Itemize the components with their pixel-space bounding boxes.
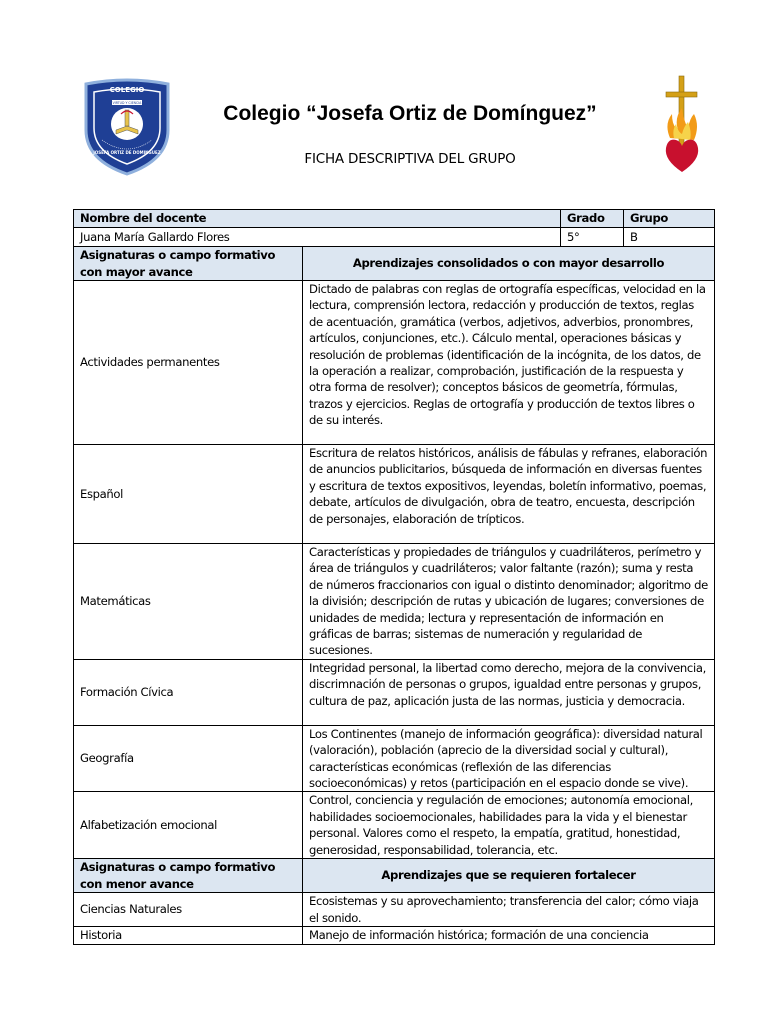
group-description-table (73, 209, 715, 945)
subject-cell: Formación Cívica (74, 659, 303, 725)
advanced-subject-header: Asignaturas o campo formativo con mayor avance (74, 247, 303, 281)
teacher-name: Juana María Gallardo Flores (74, 228, 561, 247)
subject-cell: Geografía (74, 725, 303, 792)
logo-arc-text: JOSEFA ORTIZ DE DOMINGUEZ (93, 150, 161, 155)
learning-cell: Control, conciencia y regulación de emociones; autonomía emocional, habilidades socioemocionales, habilidades para la vida y el bienestar personal. Valores como el respeto, la empatía, gratitud, honestidad, generosidad, responsabilidad, tolerancia, etc. (303, 792, 715, 859)
group-header: Grupo (624, 210, 715, 228)
document-title: FICHA DESCRIPTIVA DEL GRUPO (304, 151, 516, 167)
subject-cell: Alfabetización emocional (74, 792, 303, 859)
advanced-learning-header: Aprendizajes consolidados o con mayor desarrollo (303, 247, 715, 281)
learning-cell: Escritura de relatos históricos, análisis de fábulas y refranes, elaboración de anuncios publicitarios, búsqueda de información en diversas fuentes y escritura de textos expositivos, leyendas, boletín informativo, poemas, debate, artículos de divulgación, obra de teatro, encuesta, descripción de personajes, elaboración de trípticos. (303, 445, 715, 544)
school-name: Colegio “Josefa Ortiz de Domínguez” (223, 102, 597, 125)
learning-cell: Dictado de palabras con reglas de ortografía específicas, velocidad en la lectura, comprensión lectora, redacción y producción de textos, reglas de acentuación, gramática (verbos, adjetivos, adverbios, pronombres, artículos, conjunciones, etc.). Cálculo mental, operaciones básicas y resolución de problemas (identificación de la incógnita, de los datos, de la operación a realizar, comprobación, justificación de la respuesta y otra forma de resolver); conceptos básicos de geometría, fórmulas, trazos y ejercicios. Reglas de ortografía y producción de textos libres o de su interés. (303, 281, 715, 445)
grade-header: Grado (561, 210, 624, 228)
learning-cell: Características y propiedades de triángulos y cuadriláteros, perímetro y área de triángulos y cuadriláteros; valor faltante (razón); suma y resta de números fraccionarios con igual o distinto denominador; algoritmo de la división; descripción de rutas y ubicación de lugares; conversiones de unidades de medida; lectura y representación de información en gráficas de barras; sistemas de numeración y regularidad de sucesiones. (303, 544, 715, 660)
logo-top-text: COLEGIO (109, 86, 145, 94)
learning-cell: Ecosistemas y su aprovechamiento; transferencia del calor; cómo viaja el sonido. (303, 893, 715, 927)
cross-flaming-heart-icon (660, 74, 704, 180)
subject-cell: Historia (74, 927, 303, 944)
learning-cell: Manejo de información histórica; formación de una conciencia (303, 927, 715, 944)
group-value: B (624, 228, 715, 247)
school-shield-logo (80, 78, 174, 176)
logo-motto: VIRTUD Y CIENCIA (112, 101, 142, 105)
subject-cell: Actividades permanentes (74, 281, 303, 445)
subject-cell: Español (74, 445, 303, 544)
teacher-name-header: Nombre del docente (74, 210, 561, 228)
subject-cell: Ciencias Naturales (74, 893, 303, 927)
learning-cell: Integridad personal, la libertad como derecho, mejora de la convivencia, discrimnación de personas o grupos, igualdad entre personas y grupos, cultura de paz, aplicación justa de las normas, justicia y democracia. (303, 659, 715, 725)
grade-value: 5° (561, 228, 624, 247)
subject-cell: Matemáticas (74, 544, 303, 660)
learning-cell: Los Continentes (manejo de información geográfica): diversidad natural (valoración), población (aprecio de la diversidad social y cultural), características económicas (reflexión de las diferencias socioeconómicas) y retos (participación en el espacio donde se vive). (303, 725, 715, 792)
improvement-learning-header: Aprendizajes que se requieren fortalecer (303, 859, 715, 893)
improvement-subject-header: Asignaturas o campo formativo con menor avance (74, 859, 303, 893)
